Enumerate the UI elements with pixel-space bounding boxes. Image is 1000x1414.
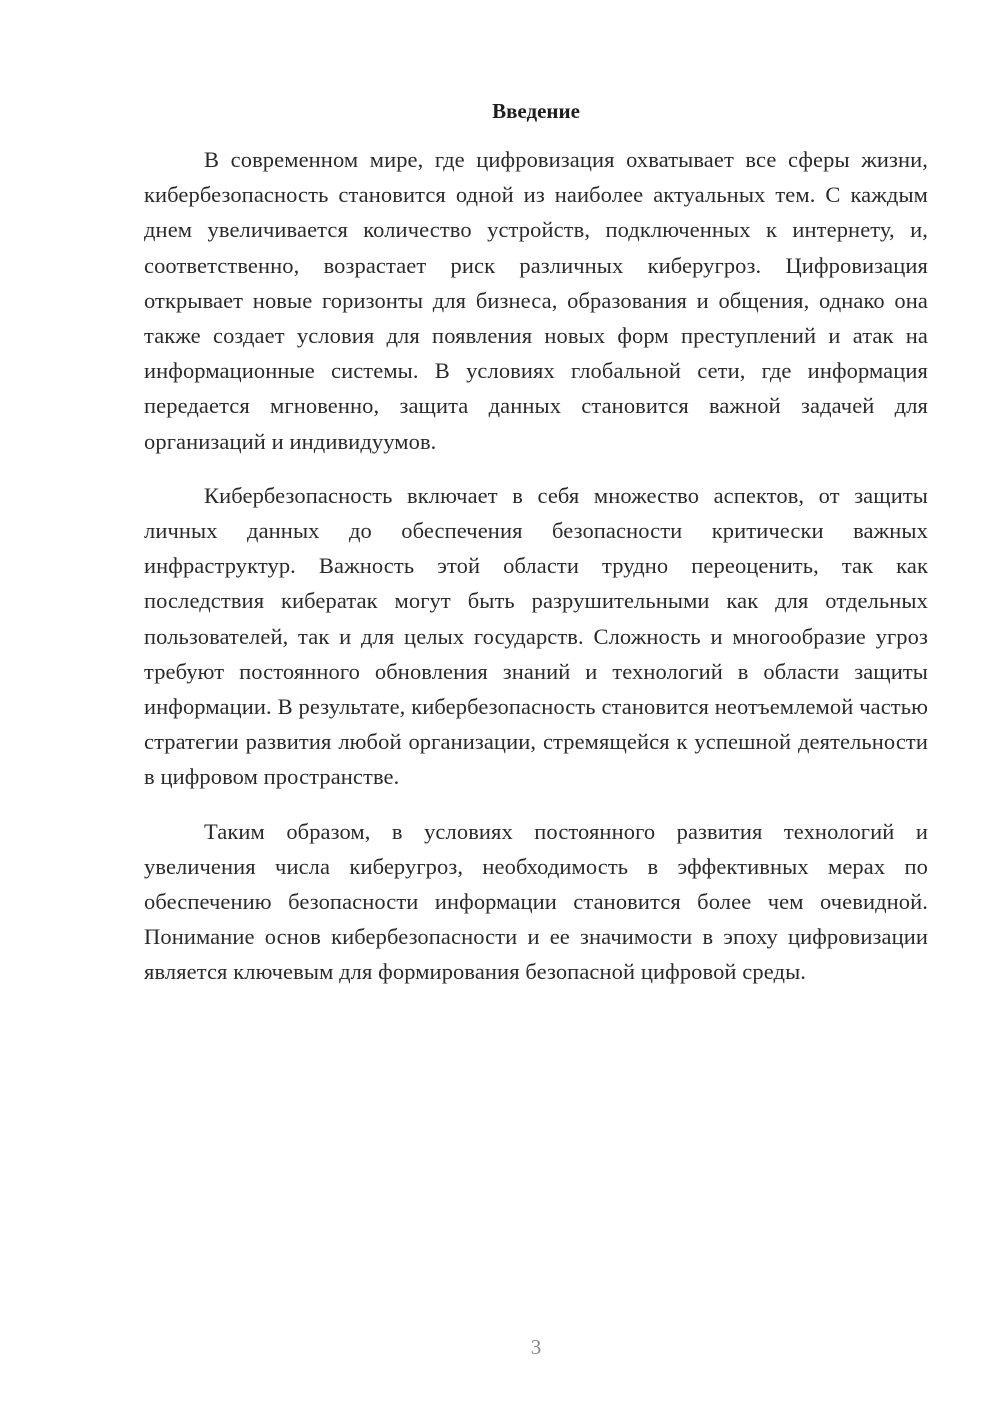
paragraph: Кибербезопасность включает в себя множество аспектов, от защиты личных данных до обеспечения безопасности критически важных инфраструктур. Важность этой области трудно переоценить, так как последствия кибератак могут быть разрушительными как для отдельных пользователей, так и для целых государств. Сложность и многообразие угроз требуют постоянного обновления знаний и технологий в области защиты информации. В результате, кибербезопасность становится неотъемлемой частью стратегии развития любой организации, стремящейся к успешной деятельности в цифровом пространстве. bbox=[144, 482, 928, 790]
body-text bbox=[144, 142, 928, 1009]
paragraph: Таким образом, в условиях постоянного развития технологий и увеличения числа киберугроз, необходимость в эффективных мерах по обеспечению безопасности информации становится более чем очевидной. Понимание основ кибербезопасности и ее значимости в эпоху цифровизации является ключевым для формирования безопасной цифровой среды. bbox=[144, 818, 928, 985]
paragraph: В современном мире, где цифровизация охватывает все сферы жизни, кибербезопасность становится одной из наиболее актуальных тем. С каждым днем увеличивается количество устройств, подключенных к интернету, и, соответственно, возрастает риск различных киберугроз. Цифровизация открывает новые горизонты для бизнеса, образования и общения, однако она также создает условия для появления новых форм преступлений и атак на информационные системы. В условиях глобальной сети, где информация передается мгновенно, защита данных становится важной задачей для организаций и индивидуумов. bbox=[144, 147, 928, 454]
section-heading: Введение bbox=[492, 99, 580, 123]
page-number: 3 bbox=[530, 1335, 542, 1359]
